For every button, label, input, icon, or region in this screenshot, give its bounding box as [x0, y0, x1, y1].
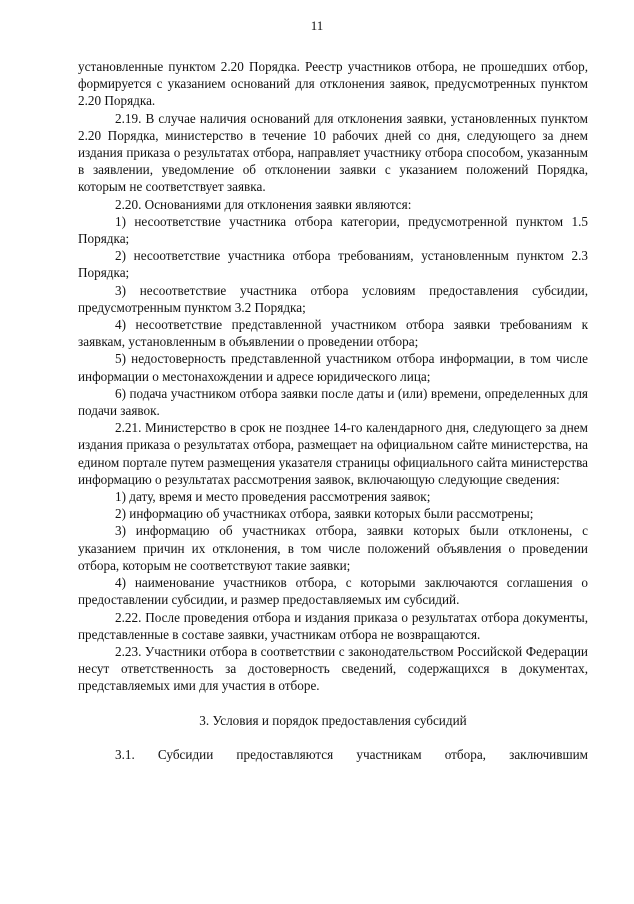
list-item-2-20-3: 3) несоответствие участника отбора условиям предоставления субсидии, предусмотренным пунктом 3.2 Порядка;: [78, 282, 588, 315]
list-item-2-20-2: 2) несоответствие участника отбора требованиям, установленным пунктом 2.3 Порядка;: [78, 248, 588, 281]
list-item-2-20-5: 5) недостоверность представленной участником отбора информации, в том числе информации о местонахождении и адресе юридического лица;: [78, 351, 588, 384]
list-item-2-20-4: 4) несоответствие представленной участником отбора заявки требованиям к заявкам, установленным в объявлении о проведении отбора;: [78, 317, 588, 350]
list-item-2-20-6: 6) подача участником отбора заявки после даты и (или) времени, определенных для подачи заявок.: [78, 385, 588, 419]
paragraph-3-1: 3.1. Субсидии предоставляются участникам отбора, заключившим: [115, 746, 588, 762]
paragraph-continuation: установленные пунктом 2.20 Порядка. Реестр участников отбора, не прошедших отбор, формируется с указанием оснований для отклонения заявок, предусмотренных пунктом 2.20 Порядка.: [78, 59, 588, 109]
list-item-2-20-1: 1) несоответствие участника отбора категории, предусмотренной пунктом 1.5 Порядка;: [78, 213, 588, 247]
list-item-2-21-4: 4) наименование участников отбора, с которыми заключаются соглашения о предоставлении субсидии, и размер предоставляемых им субсидий.: [78, 575, 588, 608]
document-body: [78, 58, 588, 763]
section-heading: 3. Условия и порядок предоставления субсидий: [199, 712, 467, 728]
paragraph-2-23: 2.23. Участники отбора в соответствии с законодательством Российской Федерации несут ответственность за достоверность сведений, содержащихся в документах, представляемых ими для участия в отборе.: [78, 643, 588, 694]
list-item-2-21-1: 1) дату, время и место проведения рассмотрения заявок;: [115, 489, 431, 505]
paragraph-2-21: 2.21. Министерство в срок не позднее 14-го календарного дня, следующего за днем издания приказа о результатах отбора, размещает на официальном сайте министерства, на едином портале путем размещения указателя страницы официального сайта министерства информацию о результатах рассмотрения заявок, включающую следующие сведения:: [78, 420, 588, 487]
paragraph-2-22: 2.22. После проведения отбора и издания приказа о результатах отбора документы, представленные в составе заявки, участникам отбора не возвращаются.: [78, 609, 588, 642]
paragraph-2-20: 2.20. Основаниями для отклонения заявки являются:: [115, 196, 412, 212]
list-item-2-21-2: 2) информацию об участниках отбора, заявки которых были рассмотрены;: [115, 506, 534, 522]
page-number: 11: [310, 18, 324, 33]
paragraph-2-19: 2.19. В случае наличия оснований для отклонения заявки, установленных пунктом 2.20 Порядка, министерство в течение 10 рабочих дней со дня, следующего за днем издания приказа о результатах отбора, направляет участнику отбора способом, указанным в заявлении, уведомление об отклонении заявки с указанием положений Порядка, которым не соответствует заявка.: [78, 110, 588, 195]
list-item-2-21-3: 3) информацию об участниках отбора, заявки которых были отклонены, с указанием причин их отклонения, в том числе положений объявления о проведении отбора, которым не соответствуют такие заявки;: [78, 523, 588, 573]
